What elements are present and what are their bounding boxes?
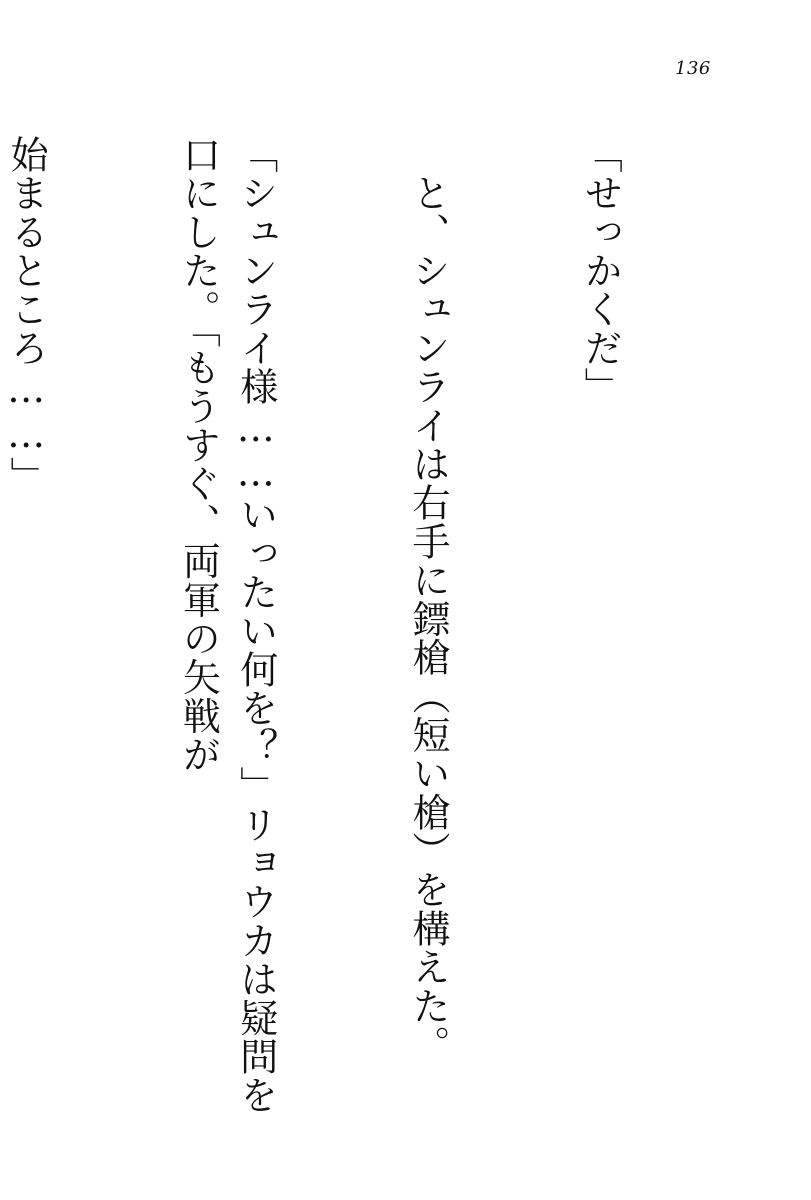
text-line: 始まるところ……」: [4, 135, 49, 496]
text-line: 「シュンライ様……いったい何を？」リョウカは疑問を口にした。「もうすぐ、両軍の矢戦が: [176, 135, 278, 1115]
page-number: 136: [675, 58, 711, 79]
vertical-text-block: [4, 135, 743, 1130]
text-line: 「せっかくだ」: [578, 135, 623, 406]
text-line: と、シュンライは右手に鏢槍（短い槍）を構えた。: [405, 135, 450, 1064]
